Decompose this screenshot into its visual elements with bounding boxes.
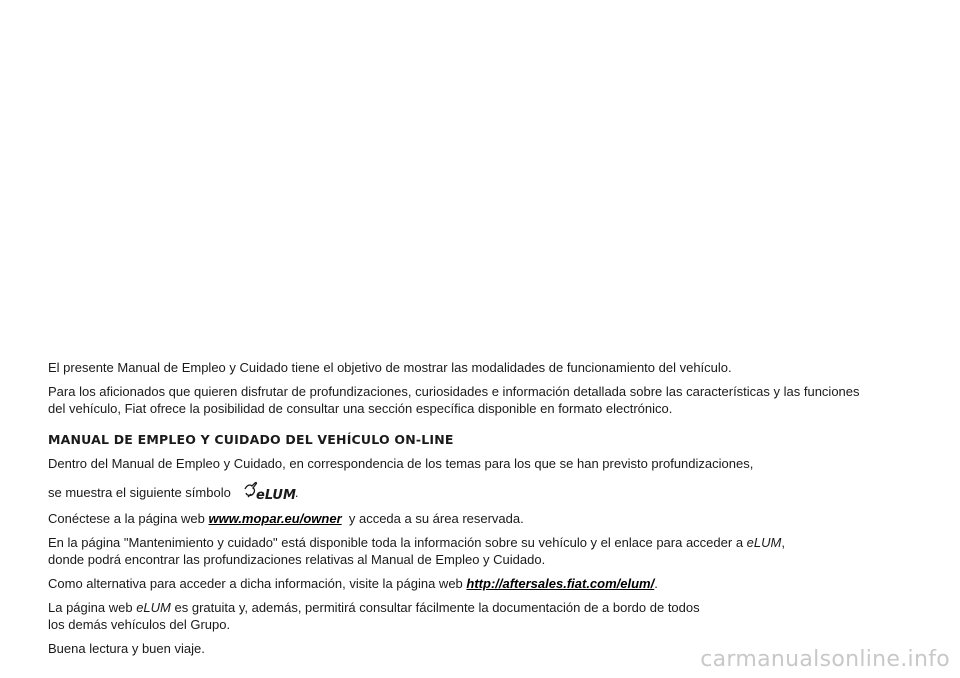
document-body [48, 359, 928, 657]
symbol-text-pre: se muestra el siguiente símbolo [48, 485, 231, 500]
connect-paragraph [48, 510, 928, 527]
alternative-paragraph: Como alternativa para acceder a dicha información, visite la página web http://aftersales.fiat.com/elum/. [48, 576, 658, 591]
maintenance-text-pre: En la página "Mantenimiento y cuidado" está disponible toda la información sobre su vehículo y el enlace para acceder a [48, 535, 744, 550]
paragraph-line-1: Para los aficionados que quieren disfrutar de profundizaciones, curiosidades e información detallada sobre las características y las funciones [48, 384, 860, 399]
elum-term-2: eLUM [136, 600, 171, 615]
intro-paragraph: El presente Manual de Empleo y Cuidado tiene el objetivo de mostrar las modalidades de funcionamiento del vehículo. [48, 360, 732, 375]
free-line-2: los demás vehículos del Grupo. [48, 617, 231, 632]
online-section-paragraph [48, 383, 928, 417]
free-text-post: es gratuita y, además, permitirá consultar fácilmente la documentación de a bordo de todos [174, 600, 700, 615]
connect-text-post: y acceda a su área reservada. [348, 511, 524, 526]
site-watermark: carmanualsonline.info [700, 647, 950, 672]
alternative-text-pre: Como alternativa para acceder a dicha información, visite la página web [48, 576, 463, 591]
free-text-pre: La página web [48, 600, 133, 615]
maintenance-line-2: donde podrá encontrar las profundizaciones relativas al Manual de Empleo y Cuidado. [48, 552, 546, 567]
paragraph-line-2: del vehículo, Fiat ofrece la posibilidad de consultar una sección específica disponible en formato electrónico. [48, 401, 673, 416]
mopar-link[interactable]: www.mopar.eu/owner [208, 511, 342, 526]
elum-term: eLUM [746, 535, 782, 550]
elum-symbol-label: eLUM [255, 488, 296, 503]
connect-text-pre: Conéctese a la página web [48, 511, 205, 526]
maintenance-paragraph: En la página "Mantenimiento y cuidado" está disponible toda la información sobre su vehículo y el enlace para acceder a eLUM, donde podrá encontrar las profundizaciones relativas al Manual de Empleo y Cuidado. [48, 535, 785, 567]
symbol-paragraph [48, 479, 928, 503]
symbol-text-post: . [294, 485, 299, 500]
elum-symbol-icon [243, 479, 296, 503]
symbol-intro-paragraph: Dentro del Manual de Empleo y Cuidado, en correspondencia de los temas para los que se han previsto profundizaciones, [48, 456, 754, 471]
aftersales-link[interactable]: http://aftersales.fiat.com/elum/ [466, 576, 655, 591]
free-page-paragraph [48, 599, 928, 633]
closing-paragraph: Buena lectura y buen viaje. [48, 641, 205, 656]
section-heading: MANUAL DE EMPLEO Y CUIDADO DEL VEHÍCULO ON-LINE [48, 432, 454, 447]
